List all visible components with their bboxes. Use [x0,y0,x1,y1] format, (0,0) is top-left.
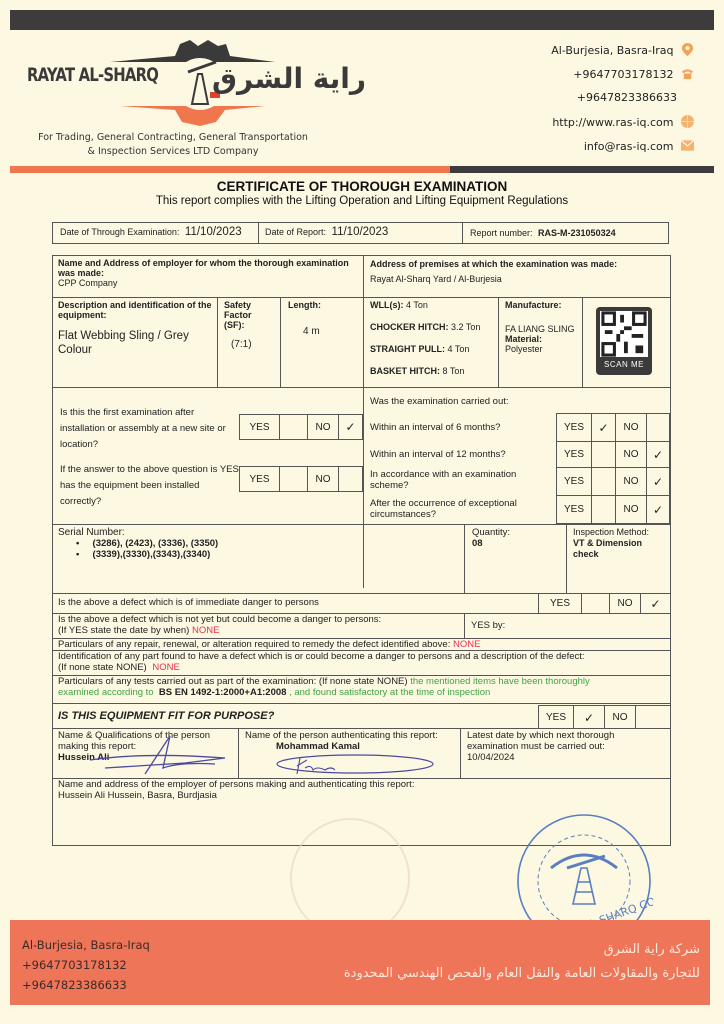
first-exam-no-label: NO [307,414,339,440]
choker-label: CHOCKER HITCH: [370,322,449,332]
manufacture-cell [505,300,585,354]
certificate-subtitle: This report complies with the Lifting Operation and Lifting Equipment Regulations [155,195,569,207]
identification-value: NONE [152,662,180,673]
equipment-cell [58,300,213,357]
6m-no-label: NO [615,413,647,442]
defect-identification [58,651,670,673]
manufacture-label: Manufacture: [505,300,562,310]
first-exam-yes-label: YES [239,414,280,440]
installed-yes-label: YES [239,466,280,492]
divider [460,728,461,778]
scheme-yes-label: YES [556,467,592,496]
inspection-method-value: VT & Dimension check [573,538,643,559]
tests-standard: BS EN 1492-1:2000+A1:2008 [158,687,287,698]
could-become-label: Is the above a defect which is not yet but could become a danger to persons: [58,614,382,625]
tests-result-3: , and found satisfactory at the time of inspection [289,687,491,698]
authenticator-cell [245,730,465,741]
footer-contact [22,935,150,995]
company-tagline [28,131,318,159]
fit-no-box[interactable] [635,705,671,729]
first-exam-yes-box[interactable] [279,414,308,440]
inspection-method-cell [573,527,668,560]
contact-website-link[interactable]: http://www.ras-iq.com [552,116,674,129]
maker-name: Hussein Ali [58,752,110,763]
tests-particulars [58,676,670,698]
row-divider [52,387,671,388]
report-number-value: RAS-M-231050324 [538,228,616,238]
exceptional-yes-box[interactable] [591,495,616,524]
serial-item: • (3339),(3330),(3343),(3340) [76,549,211,560]
serial-cell [58,527,448,560]
employer-label: Name and Address of employer for whom the thorough examination was made: [58,258,349,278]
installed-no-box[interactable] [338,466,363,492]
qr-code[interactable] [596,307,652,375]
material-value: Polyester [505,344,543,354]
question-exam-scheme: In accordance with an examination scheme? [370,469,517,491]
maker-signature-icon [85,730,230,778]
straight-value: 4 Ton [447,344,470,354]
serial-item: • (3286), (2423), (3336), (3350) [76,538,219,549]
globe-icon [681,115,694,128]
fit-yes-label: YES [538,705,574,729]
footer-arabic-line2: للتجارة والمقاولات العامة والنقل العام والفحص الهندسي المحدودة [343,966,700,981]
material-label: Material: [505,334,543,344]
equipment-label: Description and identification of the equipment: [58,300,212,320]
12m-no-checkbox[interactable]: ✓ [646,441,670,468]
length-value: 4 m [303,326,320,337]
next-exam-date: 10/04/2024 [467,752,515,763]
date-exam-field [60,226,242,238]
identification-label: Identification of any part found to have a defect which is or could become a danger to persons and a description of the defect: [58,651,585,662]
contact-address-text: Al-Burjesia, Basra-Iraq [551,44,674,57]
report-number-label: Report number: [470,228,533,238]
contact-email [584,139,694,153]
divider [582,297,583,387]
serial-list [76,538,448,560]
employer-cell [58,258,358,288]
safety-factor-cell [224,300,274,350]
question-installed-correctly: If the answer to the above question is YES has the equipment been installed correctly? [60,464,239,507]
yes-by-label: YES by: [471,620,506,631]
divider [217,297,218,387]
question-immediate-danger: Is the above a defect which is of immediate danger to persons [58,597,319,608]
scheme-no-label: NO [615,467,647,496]
brand-name-en: RAYAT AL-SHARQ [27,64,159,86]
length-label: Length: [288,300,321,310]
divider [258,222,259,244]
wll-value: 4 Ton [406,300,428,310]
header-divider-orange [10,166,450,173]
date-report-field [265,226,388,238]
length-cell [288,300,358,337]
phone-icon [681,67,694,80]
date-report-label: Date of Report: [265,227,327,237]
footer-arabic-line1: شركة راية الشرق [603,942,700,957]
fit-no-label: NO [604,705,636,729]
location-pin-icon [681,43,694,56]
quantity-label: Quantity: [472,527,511,538]
equipment-value: Flat Webbing Sling / Grey Colour [58,330,189,356]
premises-cell [370,259,670,284]
first-exam-no-checkbox[interactable]: ✓ [338,414,363,440]
repair-value: NONE [453,639,481,650]
divider [464,524,465,594]
date-exam-label: Date of Through Examination: [60,227,180,237]
tests-label: Particulars of any tests carried out as part of the examination: (If none state NONE) [58,676,408,687]
header-divider-dark [450,166,714,173]
report-number-field [470,228,616,238]
contact-phone2 [577,91,677,104]
premises-value: Rayat Al-Sharq Yard / Al-Burjesia [370,274,502,284]
tests-result-1: the mentioned items have been thoroughly [410,676,590,687]
repair-label: Particulars of any repair, renewal, or alteration required to remedy the defect identified above: [58,639,451,650]
immediate-no-checkbox[interactable]: ✓ [650,596,661,611]
12m-no-label: NO [615,441,647,468]
exceptional-no-checkbox[interactable]: ✓ [646,495,670,524]
employer-persons-label: Name and address of the employer of persons making and authenticating this report: [58,779,415,790]
row-divider [52,703,671,704]
employer-value: CPP Company [58,278,118,288]
choker-value: 3.2 Ton [451,322,481,332]
next-exam-label: Latest date by which next thorough examination must be carried out: [467,730,615,752]
serial-label: Serial Number: [58,527,125,538]
exceptional-yes-label: YES [556,495,592,524]
divider [238,728,239,778]
premises-label: Address of premises at which the examination was made: [370,259,618,269]
tagline-line1: For Trading, General Contracting, General Transportation [38,132,308,143]
fit-for-purpose-label: IS THIS EQUIPMENT FIT FOR PURPOSE? [58,710,275,722]
scheme-no-checkbox[interactable]: ✓ [646,467,670,496]
auth-label: Name of the person authenticating this report: [245,730,438,741]
email-icon [681,139,694,152]
straight-label: STRAIGHT PULL: [370,344,445,354]
wll-cell [370,300,500,376]
divider [280,297,281,387]
6m-yes-checkbox[interactable]: ✓ [591,413,616,442]
basket-label: BASKET HITCH: [370,366,440,376]
divider [566,524,567,594]
exceptional-no-label: NO [615,495,647,524]
could-become-value: NONE [191,625,220,636]
contact-phone2-text[interactable]: +9647823386633 [576,91,677,104]
divider [498,297,499,387]
basket-value: 8 Ton [442,366,465,376]
12m-yes-label: YES [556,441,592,468]
contact-phone1 [573,67,694,81]
manufacture-value: FA LIANG SLING [505,324,575,334]
question-exceptional: After the occurrence of exceptional circumstances? [370,498,517,520]
repair-particulars [58,639,668,650]
contact-email-link[interactable]: info@ras-iq.com [583,140,674,153]
footer-phone2[interactable]: +9647823386633 [22,978,127,992]
date-exam-value: 11/10/2023 [184,226,242,238]
immediate-no-label: NO [609,593,641,614]
divider [464,613,465,638]
maker-label: Name & Qualifications of the person making this report: [58,730,211,752]
safety-factor-value: (7:1) [231,339,252,350]
certificate-title: CERTIFICATE OF THOROUGH EXAMINATION [216,179,508,194]
footer-arabic [344,938,700,986]
question-first-exam: Is this the first examination after installation or assembly at a new site or location? [60,407,226,450]
footer-address: Al-Burjesia, Basra-Iraq [22,938,150,952]
scan-me-label: SCAN ME [604,360,644,369]
employer-persons-cell [58,779,668,801]
fit-yes-checkbox[interactable]: ✓ [573,705,605,729]
qr-code-icon [600,311,648,357]
divider [462,222,463,244]
installed-no-label: NO [307,466,339,492]
could-become-sub: (If YES state the date by when) [58,625,190,636]
question-6-months: Within an interval of 6 months? [370,422,501,433]
row-divider [52,524,671,525]
scheme-yes-box[interactable] [591,467,616,496]
12m-yes-box[interactable] [591,441,616,468]
next-exam-cell [467,730,667,763]
contact-website [552,115,694,129]
6m-yes-label: YES [556,413,592,442]
row-divider [52,728,671,729]
immediate-yes-label: YES [538,593,582,614]
safety-factor-label: Safety Factor (SF): [224,300,252,330]
identification-sub: (If none state NONE) [58,662,147,673]
tests-result-2: examined according to [58,687,154,698]
row-divider [52,297,671,298]
wll-label: WLL(s): [370,300,404,310]
date-report-value: 11/10/2023 [331,226,389,238]
immediate-yes-box[interactable] [581,593,610,614]
contact-phone1-text[interactable]: +9647703178132 [573,68,674,81]
6m-no-box[interactable] [646,413,670,442]
quantity-value: 08 [472,538,483,549]
inspection-method-label: Inspection Method: [573,527,650,537]
auth-signature-icon [245,752,435,778]
installed-yes-box[interactable] [279,466,308,492]
question-could-become-danger [58,614,458,636]
auth-name: Mohammad Kamal [276,741,360,752]
question-12-months: Within an interval of 12 months? [370,449,506,460]
contact-address [551,43,694,57]
header-top-bar [10,10,714,30]
serial-item-text: (3286), (2423), (3336), (3350) [92,538,219,549]
serial-item-text: (3339),(3330),(3343),(3340) [92,549,211,560]
employer-persons-value: Hussein Ali Hussein, Basra, Burdjasia [58,790,217,801]
brand-name-ar: راية الشرق [212,62,367,95]
exam-carried-label: Was the examination carried out: [370,396,509,407]
footer-phone1[interactable]: +9647703178132 [22,958,127,972]
tagline-line2: & Inspection Services LTD Company [87,146,259,157]
quantity-cell [472,527,510,549]
